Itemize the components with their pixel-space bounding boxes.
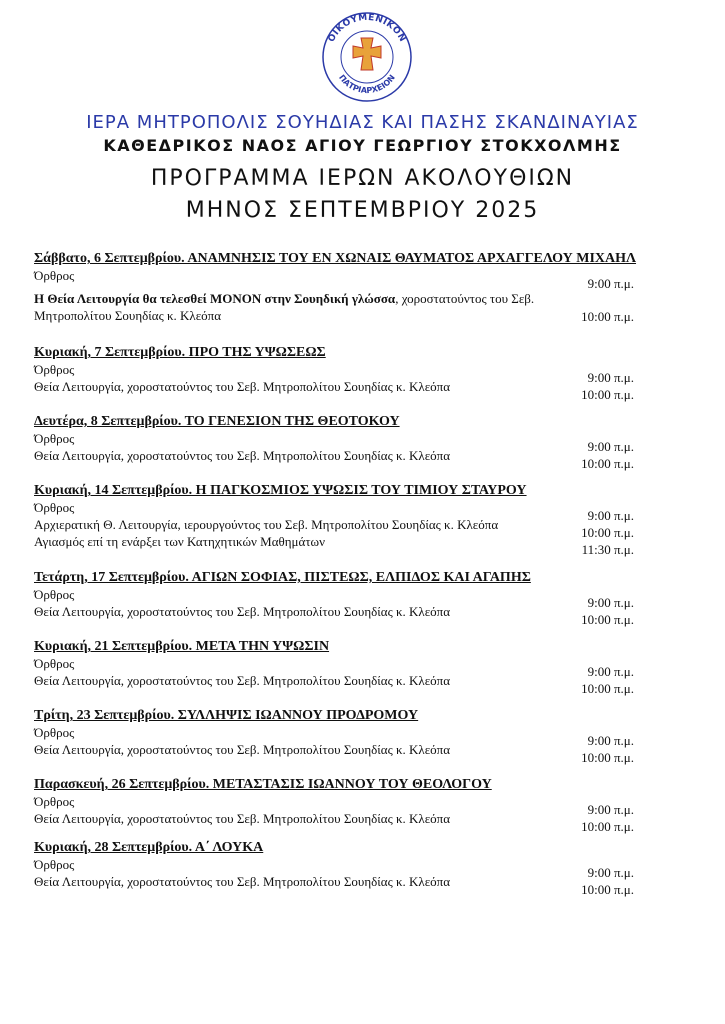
orthros-row (34, 361, 634, 385)
liturgy-row (34, 810, 634, 834)
blessing-label: Αγιασμός επί τη ενάρξει των Κατηχητικών Μαθημάτων (34, 534, 325, 549)
event-item (34, 776, 634, 839)
liturgy-time: 10:00 π.μ. (581, 882, 634, 897)
liturgy-time: 10:00 π.μ. (581, 456, 634, 471)
cathedral-title: ΚΑΘΕΔΡΙΚΟΣ ΝΑΟΣ ΑΓΙΟΥ ΓΕΩΡΓΙΟΥ ΣΤΟΚΧΟΛΜΗΣ (103, 136, 622, 155)
svg-text:ΟΙΚΟΥΜΕΝΙΚΟΝ: ΟΙΚΟΥΜΕΝΙΚΟΝ (326, 12, 408, 44)
event-title: Σάββατο, 6 Σεπτεμβρίου. ΑΝΑΜΝΗΣΙΣ ΤΟΥ ΕΝ ΧΩΝΑΙΣ ΘΑΥΜΑΤΟΣ ΑΡΧΑΓΓΕΛΟΥ ΜΙΧΑΗΛ (34, 251, 637, 266)
orthros-row (34, 267, 634, 291)
orthros-label: Όρθρος (34, 656, 75, 671)
metropolis-title: ΙΕΡΑ ΜΗΤΡΟΠΟΛΙΣ ΣΟΥΗΔΙΑΣ ΚΑΙ ΠΑΣΗΣ ΣΚΑΝΔΙΝΑΥΙΑΣ (86, 112, 639, 133)
event-title: Κυριακή, 14 Σεπτεμβρίου. Η ΠΑΓΚΟΣΜΙΟΣ ΥΨΩΣΙΣ ΤΟΥ ΤΙΜΙΟΥ ΣΤΑΥΡΟΥ (34, 483, 527, 498)
liturgy-note-bold: Η Θεία Λειτουργία θα τελεσθεί ΜΟΝΟΝ στην Σουηδική γλώσσα (34, 291, 396, 306)
orthros-time: 9:00 π.μ. (587, 865, 634, 880)
program-title: ΠΡΟΓΡΑΜΜΑ ΙΕΡΩΝ ΑΚΟΛΟΥΘΙΩΝ (150, 166, 575, 191)
orthros-time: 9:00 π.μ. (587, 508, 634, 523)
orthros-label: Όρθρος (34, 725, 75, 740)
orthros-row (34, 586, 634, 610)
blessing-row (34, 533, 634, 557)
liturgy-row (34, 516, 634, 540)
orthros-time: 9:00 π.μ. (587, 276, 634, 291)
liturgy-time: 10:00 π.μ. (581, 750, 634, 765)
orthros-row (34, 430, 634, 454)
month-title: ΜΗΝΟΣ ΣΕΠΤΕΜΒΡΙΟΥ 2025 (185, 198, 540, 223)
event-item (34, 344, 634, 413)
orthros-row (34, 793, 634, 817)
cross-seal-icon (320, 10, 414, 104)
orthros-time: 9:00 π.μ. (587, 733, 634, 748)
orthros-time: 9:00 π.μ. (587, 664, 634, 679)
orthros-row (34, 856, 634, 880)
event-item (34, 482, 634, 569)
liturgy-time: 10:00 π.μ. (581, 819, 634, 834)
orthros-time: 9:00 π.μ. (587, 802, 634, 817)
event-title: Κυριακή, 7 Σεπτεμβρίου. ΠΡΟ ΤΗΣ ΥΨΩΣΕΩΣ (34, 345, 326, 360)
liturgy-time: 10:00 π.μ. (581, 309, 634, 324)
orthros-row (34, 499, 634, 523)
patriarchate-seal (320, 10, 414, 104)
events-list (34, 250, 637, 908)
orthros-time: 9:00 π.μ. (587, 439, 634, 454)
event-title: Κυριακή, 21 Σεπτεμβρίου. ΜΕΤΑ ΤΗΝ ΥΨΩΣΙΝ (34, 639, 330, 654)
liturgy-row (34, 447, 634, 471)
orthros-label: Όρθρος (34, 857, 75, 872)
liturgy-time: 10:00 π.μ. (581, 681, 634, 696)
liturgy-row (34, 741, 634, 765)
blessing-time: 11:30 π.μ. (581, 542, 634, 557)
liturgy-time: 10:00 π.μ. (581, 525, 634, 540)
liturgy-note-row (34, 290, 594, 324)
liturgy-label: Θεία Λειτουργία, χοροστατούντος του Σεβ. Μητροπολίτου Σουηδίας κ. Κλεόπα (34, 742, 451, 757)
liturgy-label: Θεία Λειτουργία, χοροστατούντος του Σεβ. Μητροπολίτου Σουηδίας κ. Κλεόπα (34, 673, 451, 688)
event-title: Παρασκευή, 26 Σεπτεμβρίου. ΜΕΤΑΣΤΑΣΙΣ ΙΩΑΝΝΟΥ ΤΟΥ ΘΕΟΛΟΓΟΥ (34, 777, 492, 792)
event-item (34, 413, 634, 482)
orthros-label: Όρθρος (34, 587, 75, 602)
event-item (34, 569, 634, 638)
liturgy-label: Θεία Λειτουργία, χοροστατούντος του Σεβ. Μητροπολίτου Σουηδίας κ. Κλεόπα (34, 379, 451, 394)
liturgy-label: Θεία Λειτουργία, χοροστατούντος του Σεβ. Μητροπολίτου Σουηδίας κ. Κλεόπα (34, 811, 451, 826)
liturgy-time: 10:00 π.μ. (581, 612, 634, 627)
event-item (34, 250, 637, 344)
liturgy-row (34, 672, 634, 696)
event-title: Κυριακή, 28 Σεπτεμβρίου. Α΄ ΛΟΥΚΑ (34, 840, 264, 855)
liturgy-label: Αρχιερατική Θ. Λειτουργία, ιερουργούντος του Σεβ. Μητροπολίτου Σουηδίας κ. Κλεόπα (34, 517, 499, 532)
orthros-row (34, 724, 634, 748)
liturgy-row (34, 603, 634, 627)
liturgy-label: Θεία Λειτουργία, χοροστατούντος του Σεβ. Μητροπολίτου Σουηδίας κ. Κλεόπα (34, 874, 451, 889)
event-item (34, 707, 634, 776)
orthros-label: Όρθρος (34, 268, 75, 283)
orthros-label: Όρθρος (34, 794, 75, 809)
liturgy-time: 10:00 π.μ. (581, 387, 634, 402)
orthros-time: 9:00 π.μ. (587, 595, 634, 610)
event-item (34, 638, 634, 707)
event-title: Τρίτη, 23 Σεπτεμβρίου. ΣΥΛΛΗΨΙΣ ΙΩΑΝΝΟΥ ΠΡΟΔΡΟΜΟΥ (34, 708, 419, 723)
orthros-label: Όρθρος (34, 431, 75, 446)
event-title: Τετάρτη, 17 Σεπτεμβρίου. ΑΓΙΩΝ ΣΟΦΙΑΣ, ΠΙΣΤΕΩΣ, ΕΛΠΙΔΟΣ ΚΑΙ ΑΓΑΠΗΣ (34, 570, 531, 585)
liturgy-row (34, 378, 634, 402)
liturgy-label: Θεία Λειτουργία, χοροστατούντος του Σεβ. Μητροπολίτου Σουηδίας κ. Κλεόπα (34, 448, 451, 463)
orthros-row (34, 655, 634, 679)
orthros-time: 9:00 π.μ. (587, 370, 634, 385)
event-title: Δευτέρα, 8 Σεπτεμβρίου. ΤΟ ΓΕΝΕΣΙΟΝ ΤΗΣ ΘΕΟΤΟΚΟΥ (34, 414, 400, 429)
liturgy-label: Θεία Λειτουργία, χοροστατούντος του Σεβ. Μητροπολίτου Σουηδίας κ. Κλεόπα (34, 604, 451, 619)
liturgy-row (34, 873, 634, 897)
svg-text:ΠΑΤΡΙΑΡΧΕΙΟΝ: ΠΑΤΡΙΑΡΧΕΙΟΝ (337, 73, 397, 96)
liturgy-note-text: , χοροστατούντος του Σεβ. Μητροπολίτου Σουηδίας κ. Κλεόπα (34, 291, 535, 323)
orthros-label: Όρθρος (34, 362, 75, 377)
event-item (34, 839, 634, 908)
orthros-label: Όρθρος (34, 500, 75, 515)
